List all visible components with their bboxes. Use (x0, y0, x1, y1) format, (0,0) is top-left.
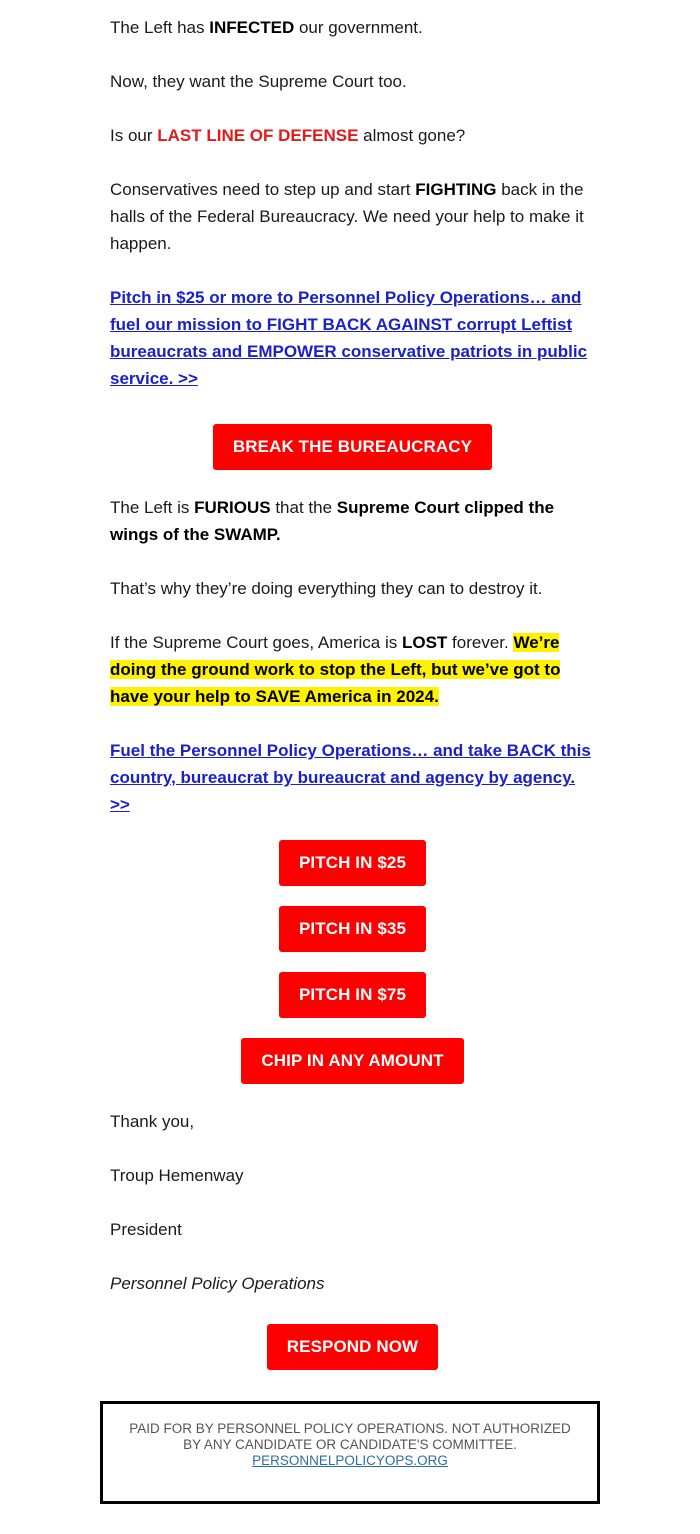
disclaimer-line-2: BY ANY CANDIDATE OR CANDIDATE'S COMMITTEE. (183, 1437, 517, 1452)
paragraph-conservatives (110, 176, 595, 257)
thank-you: Thank you, (110, 1112, 195, 1131)
text: back in the halls of the Federal Bureaucracy. We need your help to make it happen. (110, 180, 584, 253)
break-button-row (110, 419, 595, 494)
text: Conservatives need to step up and start (110, 180, 416, 199)
respond-button-row (110, 1324, 595, 1370)
emphasis-fighting: FIGHTING (415, 180, 497, 199)
website-link[interactable]: PERSONNELPOLICYOPS.ORG (252, 1453, 448, 1468)
text: Is our (110, 126, 158, 145)
pitch-in-link[interactable]: Pitch in $25 or more to Personnel Policy Operations… and fuel our mission to FIGHT BACK AGAINST corrupt Leftist bureaucrats and EMPOWER conservative patriots in public service. >> (110, 288, 588, 388)
signature-name: Troup Hemenway (110, 1166, 244, 1185)
signature-org (110, 1270, 595, 1297)
text: our government. (294, 18, 423, 37)
text: almost gone? (358, 126, 466, 145)
paragraph-link-pitch (110, 284, 595, 392)
paragraph-destroy: That’s why they’re doing everything they can to destroy it. (110, 579, 543, 598)
footer-disclaimer (100, 1401, 600, 1504)
emphasis-furious: FURIOUS (194, 498, 271, 517)
highlighted-text: We’re doing the ground work to stop the Left, but we’ve got to have your help to SAVE America in 2024. (110, 633, 561, 706)
signature (110, 1162, 595, 1297)
chip-in-any-amount-button[interactable]: CHIP IN ANY AMOUNT (241, 1038, 463, 1084)
emphasis-infected: INFECTED (209, 18, 295, 37)
pitch-in-35-button[interactable]: PITCH IN $35 (279, 906, 426, 952)
text: forever. (447, 633, 514, 652)
paragraph-lost (110, 629, 595, 710)
paragraph-infected (110, 14, 595, 41)
fuel-link[interactable]: Fuel the Personnel Policy Operations… and take BACK this country, bureaucrat by bureaucrat and agency by agency. >> (110, 741, 591, 814)
respond-now-button[interactable]: RESPOND NOW (267, 1324, 438, 1370)
paragraph-furious (110, 494, 595, 548)
paragraph-last-line (110, 122, 595, 149)
email-body (110, 0, 595, 1370)
text: The Left has (110, 18, 210, 37)
emphasis-supreme-court: Supreme Court clipped the wings of the SWAMP. (110, 498, 555, 544)
paragraph-supreme-court: Now, they want the Supreme Court too. (110, 72, 407, 91)
emphasis-last-line-of-defense: LAST LINE OF DEFENSE (157, 126, 359, 145)
pitch-in-75-button[interactable]: PITCH IN $75 (279, 972, 426, 1018)
paragraph-link-fuel (110, 737, 595, 818)
disclaimer-line-1: PAID FOR BY PERSONNEL POLICY OPERATIONS. NOT AUTHORIZED (129, 1421, 571, 1436)
text: If the Supreme Court goes, America is (110, 633, 402, 652)
donation-buttons (110, 840, 595, 1108)
signature-org-text: Personnel Policy Operations (110, 1274, 325, 1293)
pitch-in-25-button[interactable]: PITCH IN $25 (279, 840, 426, 886)
text: The Left is (110, 498, 195, 517)
text: that the (270, 498, 337, 517)
break-the-bureaucracy-button[interactable]: BREAK THE BUREAUCRACY (213, 424, 492, 470)
emphasis-lost: LOST (401, 633, 448, 652)
signature-title: President (110, 1220, 182, 1239)
